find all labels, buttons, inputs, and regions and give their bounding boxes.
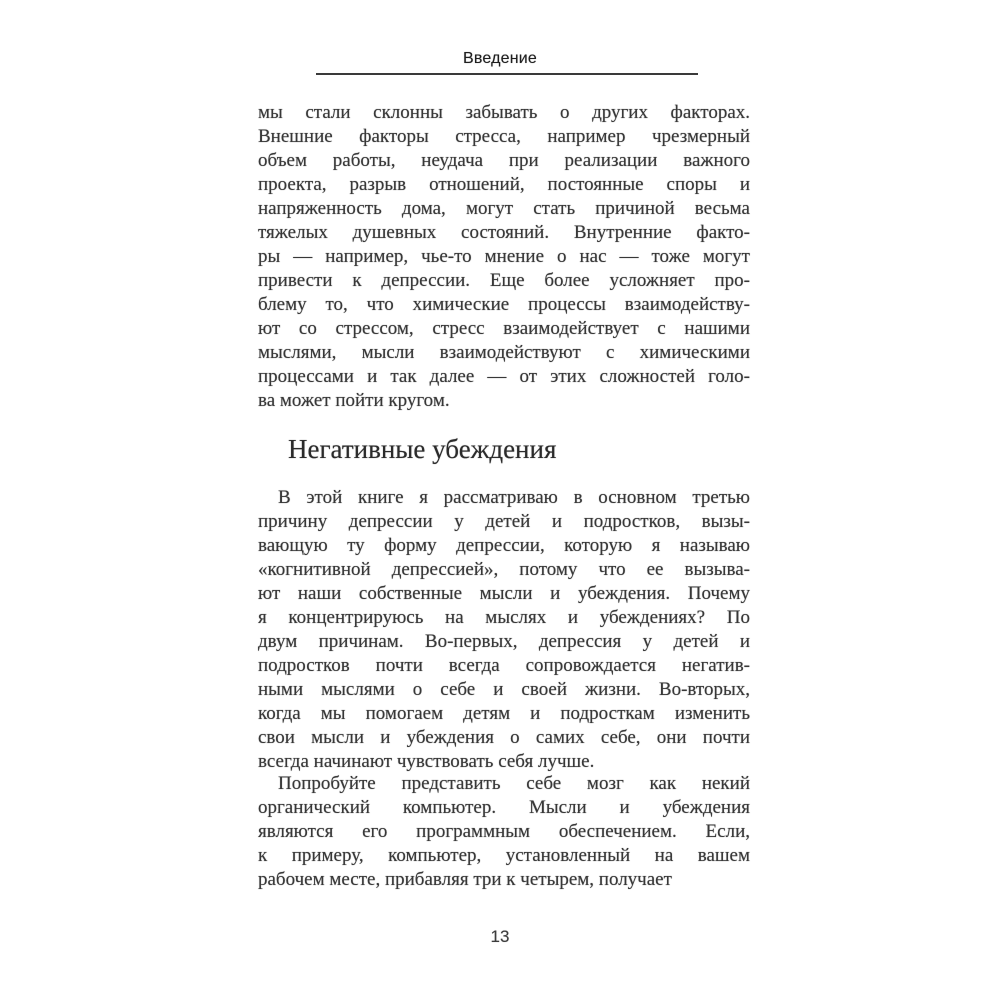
text-line: всегда начинают чувствовать себя лучше. xyxy=(258,751,595,772)
text-line: напряженность дома, могут стать причиной весьма xyxy=(258,198,750,219)
text-line: двум причинам. Во-первых, депрессия у детей и xyxy=(258,631,750,652)
text-line: вающую ту форму депрессии, которую я называю xyxy=(258,535,750,556)
running-header-title: Введение xyxy=(462,50,538,67)
text-line: являются его программным обеспечением. Если, xyxy=(258,821,750,842)
header-rule xyxy=(316,73,698,75)
section-heading: Негативные убеждения xyxy=(288,434,557,464)
text-line: «когнитивной депрессией», потому что ее вызыва- xyxy=(258,559,750,580)
text-line: Попробуйте представить себе мозг как некий xyxy=(278,773,750,794)
page-number: 13 xyxy=(490,927,510,946)
text-line: ют наши собственные мысли и убеждения. Почему xyxy=(258,583,750,604)
text-line: мы стали склонны забывать о других факторах. xyxy=(258,102,750,123)
text-line: ва может пойти кругом. xyxy=(258,390,450,411)
text-line: я концентрируюсь на мыслях и убеждениях? По xyxy=(258,607,750,628)
text-line: В этой книге я рассматриваю в основном третью xyxy=(278,487,750,508)
text-line: блему то, что химические процессы взаимодейству- xyxy=(258,294,750,315)
text-line: привести к депрессии. Еще более усложняет про- xyxy=(258,270,750,291)
text-line: ры — например, чье-то мнение о нас — тоже могут xyxy=(258,246,750,267)
text-line: когда мы помогаем детям и подросткам изменить xyxy=(258,703,750,724)
text-line: ют со стрессом, стресс взаимодействует с нашими xyxy=(258,318,750,339)
paragraph-negative-beliefs-1 xyxy=(258,486,750,774)
text-line: к примеру, компьютер, установленный на вашем xyxy=(258,845,750,866)
text-line: мыслями, мысли взаимодействуют с химическими xyxy=(258,342,750,363)
text-line: объем работы, неудача при реализации важного xyxy=(258,150,750,171)
text-line: ными мыслями о себе и своей жизни. Во-вторых, xyxy=(258,679,750,700)
text-line: свои мысли и убеждения о самих себе, они почти xyxy=(258,727,750,748)
text-line: подростков почти всегда сопровождается негатив- xyxy=(258,655,750,676)
paragraph-negative-beliefs-2 xyxy=(258,772,750,892)
text-line: тяжелых душевных состояний. Внутренние факто- xyxy=(258,222,750,243)
text-line: процессами и так далее — от этих сложностей голо- xyxy=(258,366,750,387)
text-line: причину депрессии у детей и подростков, вызы- xyxy=(258,511,750,532)
text-line: Внешние факторы стресса, например чрезмерный xyxy=(258,126,750,147)
paragraph-continuation xyxy=(258,101,750,413)
text-line: рабочем месте, прибавляя три к четырем, получает xyxy=(258,869,672,890)
text-line: проекта, разрыв отношений, постоянные споры и xyxy=(258,174,750,195)
text-line: органический компьютер. Мысли и убеждения xyxy=(258,797,750,818)
